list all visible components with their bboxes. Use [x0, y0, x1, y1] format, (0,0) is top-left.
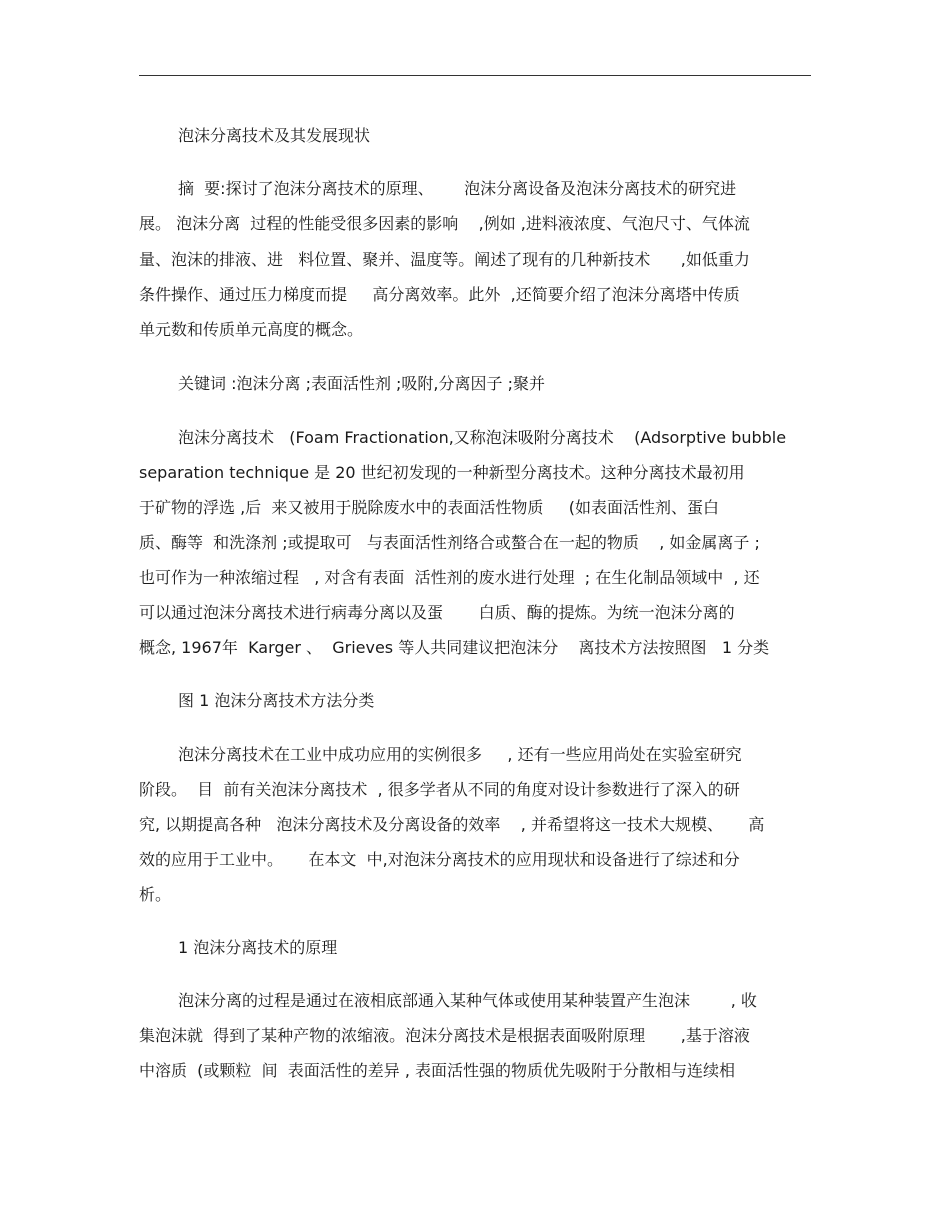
paragraph-line: 泡沫分离技术在工业中成功应用的实例很多 , 还有一些应用尚处在实验室研究 — [178, 745, 742, 764]
paragraph-line: separation technique 是 20 世纪初发现的一种新型分离技术。这种分离技术最初用 — [139, 463, 745, 482]
paragraph-line: 可以通过泡沫分离技术进行病毒分离以及蛋 白质、酶的提炼。为统一泡沫分离的 — [139, 603, 735, 622]
paragraph-line: 究, 以期提高各种 泡沫分离技术及分离设备的效率 , 并希望将这一技术大规模、 高 — [139, 815, 765, 834]
paragraph-line: 量、泡沫的排液、进 料位置、聚并、温度等。阐述了现有的几种新技术 ,如低重力 — [139, 250, 750, 269]
paragraph-line: 质、酶等 和洗涤剂 ;或提取可 与表面活性剂络合或螯合在一起的物质 , 如金属离子 ; — [139, 533, 760, 552]
section-heading: 1 泡沫分离技术的原理 — [178, 938, 338, 957]
paragraph-line: 单元数和传质单元高度的概念。 — [139, 320, 364, 339]
paragraph-line: 于矿物的浮选 ,后 来又被用于脱除废水中的表面活性物质 (如表面活性剂、蛋白 — [139, 498, 720, 517]
paragraph-line: 摘 要:探讨了泡沫分离技术的原理、 泡沫分离设备及泡沫分离技术的研究进 — [178, 179, 737, 198]
header-rule — [139, 75, 811, 76]
figure-caption: 图 1 泡沫分离技术方法分类 — [178, 691, 375, 710]
paragraph-line: 阶段。 目 前有关泡沫分离技术 , 很多学者从不同的角度对设计参数进行了深入的研 — [139, 780, 740, 799]
paragraph-line: 集泡沫就 得到了某种产物的浓缩液。泡沫分离技术是根据表面吸附原理 ,基于溶液 — [139, 1026, 750, 1045]
paragraph-line: 中溶质 (或颗粒 间 表面活性的差异 , 表面活性强的物质优先吸附于分散相与连续相 — [139, 1061, 736, 1080]
paragraph-line: 泡沫分离的过程是通过在液相底部通入某种气体或使用某种装置产生泡沫 , 收 — [178, 991, 757, 1010]
document-title: 泡沫分离技术及其发展现状 — [178, 126, 371, 145]
paragraph-line: 效的应用于工业中。 在本文 中,对泡沫分离技术的应用现状和设备进行了综述和分 — [139, 850, 740, 869]
paragraph-line: 概念, 1967年 Karger 、 Grieves 等人共同建议把泡沫分 离技术方法按照图 1 分类 — [139, 638, 770, 657]
paragraph-line: 展。 泡沫分离 过程的性能受很多因素的影响 ,例如 ,进料液浓度、气泡尺寸、气体流 — [139, 214, 750, 233]
paragraph-line: 析。 — [139, 885, 172, 904]
paragraph-line: 泡沫分离技术 (Foam Fractionation,又称泡沫吸附分离技术 (Adsorptive bubble — [178, 428, 787, 447]
paragraph-line: 条件操作、通过压力梯度而提 高分离效率。此外 ,还简要介绍了泡沫分离塔中传质 — [139, 285, 740, 304]
paragraph-line: 也可作为一种浓缩过程 , 对含有表面 活性剂的废水进行处理 ; 在生化制品领域中 , 还 — [139, 568, 760, 587]
keywords-line: 关键词 :泡沫分离 ;表面活性剂 ;吸附,分离因子 ;聚并 — [178, 374, 545, 393]
